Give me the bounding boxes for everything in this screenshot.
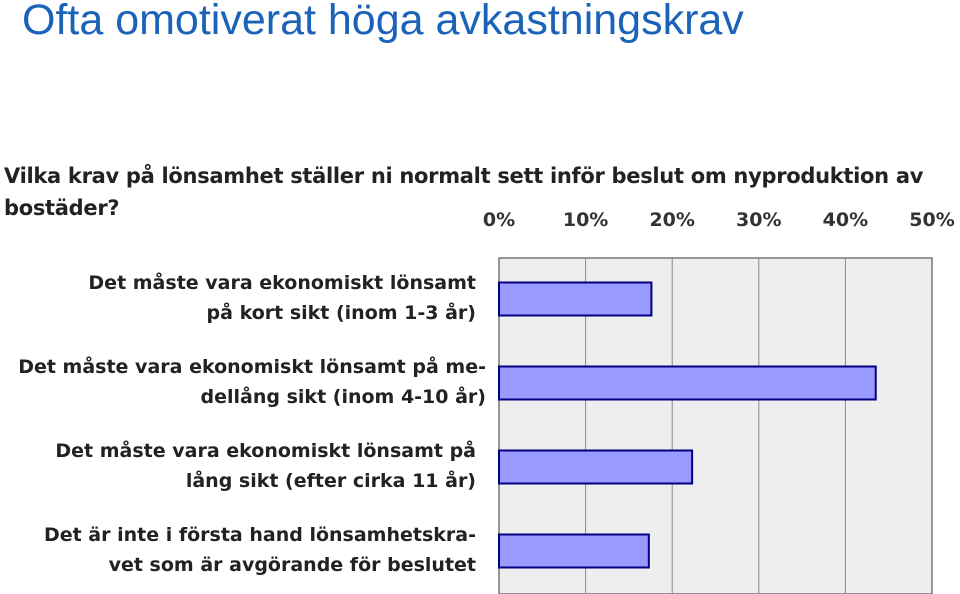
tick-label: 50% (909, 209, 955, 231)
bar (499, 283, 651, 316)
category-labels (18, 270, 486, 576)
tick-label: 30% (736, 209, 782, 231)
category-label: Det måste vara ekonomiskt lönsamt (88, 272, 476, 294)
slide-title: Ofta omotiverat höga avkastningskrav (22, 0, 744, 44)
tick-label: 10% (562, 209, 609, 231)
bar (499, 367, 876, 400)
bar (499, 535, 649, 568)
category-label: Det måste vara ekonomiskt lönsamt på (55, 440, 476, 462)
category-label: vet som är avgörande för beslutet (108, 554, 476, 576)
category-label: Det är inte i första hand lönsamhetskra- (43, 524, 476, 546)
category-label: på kort sikt (inom 1-3 år) (206, 302, 476, 324)
category-label: dellång sikt (inom 4-10 år) (200, 386, 486, 408)
x-axis-ticks (483, 209, 955, 231)
category-label: Det måste vara ekonomiskt lönsamt på me- (18, 356, 486, 378)
chart-title: Vilka krav på lönsamhet ställer ni normalt sett inför beslut om nyproduktion av bostäder? (4, 164, 924, 220)
tick-label: 40% (822, 209, 869, 231)
tick-label: 0% (482, 209, 516, 231)
category-label: lång sikt (efter cirka 11 år) (185, 470, 476, 492)
bar (499, 451, 692, 484)
tick-label: 20% (649, 209, 695, 231)
